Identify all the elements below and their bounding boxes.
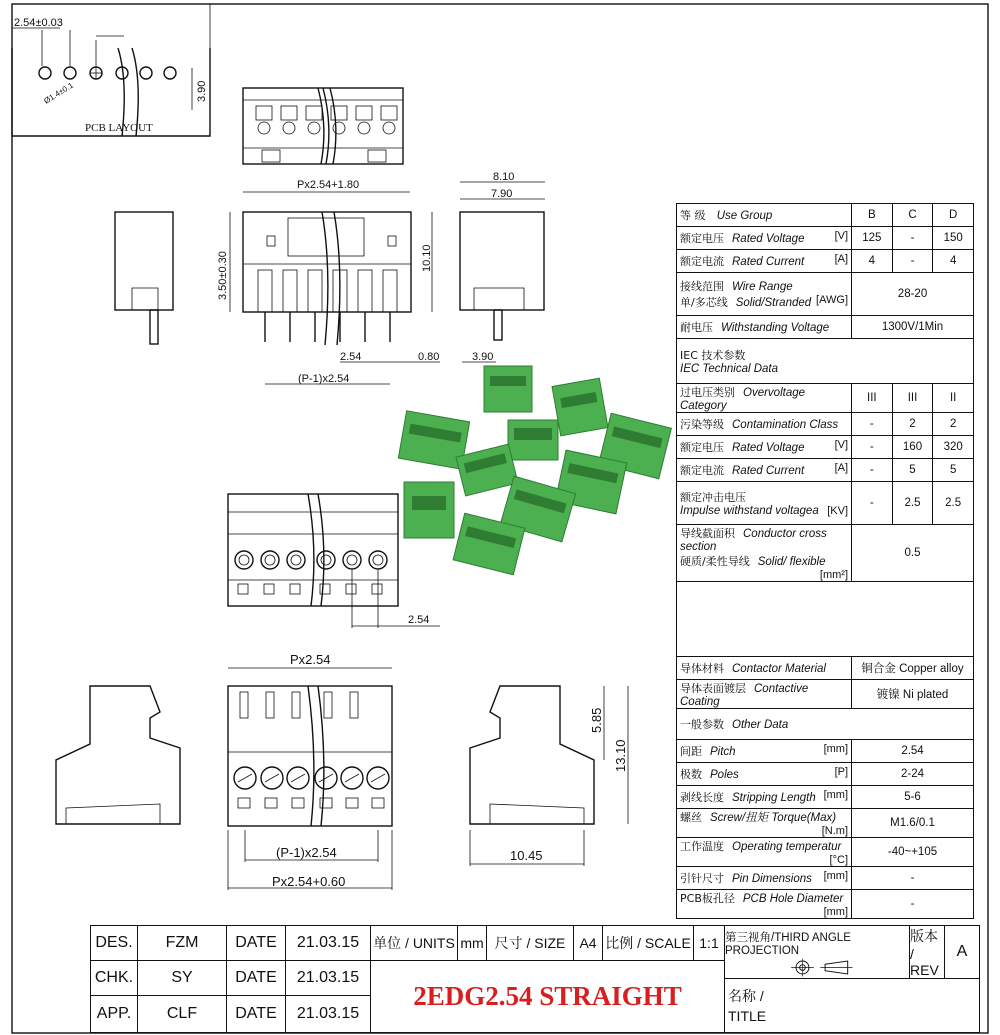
header-top-view	[243, 88, 403, 164]
plug-width-label: Px2.54	[290, 652, 331, 667]
spec-row-pitch: 间距 Pitch [mm] 2.54	[677, 740, 974, 763]
units-value: mm	[457, 925, 487, 961]
spec-row-pin-dimensions: 引针尺寸 Pin Dimensions [mm] -	[677, 867, 974, 890]
connector-photo	[552, 378, 608, 436]
spec-row-blank	[677, 582, 974, 657]
plug-1310-label: 13.10	[613, 739, 628, 772]
pcb-layout-caption: PCB LAYOUT	[85, 122, 153, 134]
spec-row-iec-voltage: 额定电压 Rated Voltage [V] - 160 320	[677, 436, 974, 459]
header-right-side-view	[460, 171, 545, 363]
des-date: 21.03.15	[285, 925, 371, 961]
size-label: 尺寸 / SIZE	[486, 925, 574, 961]
third-angle-projection-icon	[757, 957, 877, 978]
side-790-label: 7.90	[491, 188, 513, 200]
size-value: A4	[573, 925, 603, 961]
plug-1045-label: 10.45	[510, 848, 543, 863]
chk-date: 21.03.15	[285, 960, 371, 996]
units-label: 单位 / UNITS	[370, 925, 458, 961]
spec-row-temperature: 工作温度 Operating temperatur [°C] -40~+105	[677, 838, 974, 867]
plug-total-label: Px2.54+0.60	[272, 874, 346, 889]
part-title: 2EDG2.54 STRAIGHT	[413, 981, 682, 1011]
spec-row-cross-section: 导线截面积 Conductor cross section 硬质/柔性导线 Solid/ flexible [mm²] 0.5	[677, 525, 974, 582]
p-minus-1-label: (P-1)x2.54	[298, 373, 350, 385]
header-left-side-view	[115, 212, 173, 344]
pcb-layout-view	[12, 4, 210, 136]
app-date-label: DATE	[226, 995, 286, 1033]
app-date: 21.03.15	[285, 995, 371, 1033]
part-title-cell	[370, 960, 725, 1033]
width-formula-label: Px2.54+1.80	[297, 179, 360, 191]
scale-label: 比例 / SCALE	[602, 925, 694, 961]
plug-585-label: 5.85	[589, 707, 604, 733]
spec-row-stripping: 剥线长度 Stripping Length [mm] 5-6	[677, 786, 974, 809]
des-label: DES.	[90, 925, 138, 961]
scale-value: 1:1	[693, 925, 725, 961]
side-810-label: 8.10	[493, 171, 515, 183]
app-label: APP.	[90, 995, 138, 1033]
spec-row-withstand: 耐电压 Withstanding Voltage 1300V/1Min	[677, 316, 974, 339]
spec-row-contactor: 导体材料 Contactor Material 铜合金 Copper alloy	[677, 657, 974, 680]
des-date-label: DATE	[226, 925, 286, 961]
designer-name: FZM	[137, 925, 227, 961]
spec-row-iec-header: IEC 技术参数 IEC Technical Data	[677, 339, 974, 384]
connector-photo	[508, 420, 558, 460]
gap-080-label: 0.80	[418, 351, 440, 363]
title-cell	[724, 978, 980, 1033]
plug-left-side-view	[56, 686, 180, 824]
spec-row-screw: 螺丝 Screw/扭矩 Torque(Max) [N.m] M1.6/0.1	[677, 809, 974, 838]
spec-row-wire-range: 接线范围 Wire Range 单/多芯线 Solid/Stranded [AWG] 28-20	[677, 273, 974, 316]
height-1010-label: 10.10	[421, 244, 433, 272]
side-390-label: 3.90	[472, 351, 494, 363]
chk-date-label: DATE	[226, 960, 286, 996]
spec-row-impulse: 额定冲击电压 Impulse withstand voltagea [KV] - 2.5 2.5	[677, 482, 974, 525]
pcb-height-label: 3.90	[196, 80, 208, 102]
title-label: 名称 / TITLE	[728, 987, 767, 1024]
projection-label: 第三视角/THIRD ANGLE PROJECTION	[725, 932, 851, 957]
plug-front-view	[228, 652, 392, 890]
spec-row-poles: 极数 Poles [P] 2-24	[677, 763, 974, 786]
projection-cell	[724, 925, 910, 979]
chk-label: CHK.	[90, 960, 138, 996]
approver-name: CLF	[137, 995, 227, 1033]
height-350-label: 3.50±0.30	[217, 251, 229, 300]
spec-row-other: 一般参数 Other Data	[677, 709, 974, 740]
pitch-tolerance-label: 2.54±0.03	[14, 17, 63, 29]
spec-row-rated-voltage: 额定电压 Rated Voltage [V] 125 - 150	[677, 227, 974, 250]
spec-table	[676, 203, 974, 919]
spec-row-pcb-hole: PCB板孔径 PCB Hole Diameter [mm] -	[677, 890, 974, 919]
title-block	[90, 925, 980, 1033]
spec-row-contamination: 污染等级 Contamination Class - 2 2	[677, 413, 974, 436]
spec-row-coating: 导体表面镀层 Contactive Coating 镀镍 Ni plated	[677, 680, 974, 709]
hole-diameter-label: Ø1.4±0.1	[42, 80, 75, 106]
rev-value: A	[944, 925, 980, 979]
spec-row-iec-current: 额定电流 Rated Current [A] - 5 5	[677, 459, 974, 482]
connector-photo	[456, 444, 518, 496]
front-254-label: 2.54	[408, 614, 430, 626]
plug-right-side-view	[470, 686, 628, 866]
spec-row-rated-current: 额定电流 Rated Current [A] 4 - 4	[677, 250, 974, 273]
plug-p1-label: (P-1)x2.54	[276, 845, 337, 860]
spec-row-use-group: 等 级 Use Group B C D	[677, 204, 974, 227]
rev-label: 版本 / REV	[909, 925, 945, 979]
pitch-label: 2.54	[340, 351, 362, 363]
connector-photo	[404, 482, 454, 538]
connector-photo	[484, 366, 532, 412]
checker-name: SY	[137, 960, 227, 996]
product-photos	[398, 366, 671, 575]
spec-row-overvoltage: 过电压类别 Overvoltage Category III III II	[677, 384, 974, 413]
header-front-view	[217, 179, 440, 385]
